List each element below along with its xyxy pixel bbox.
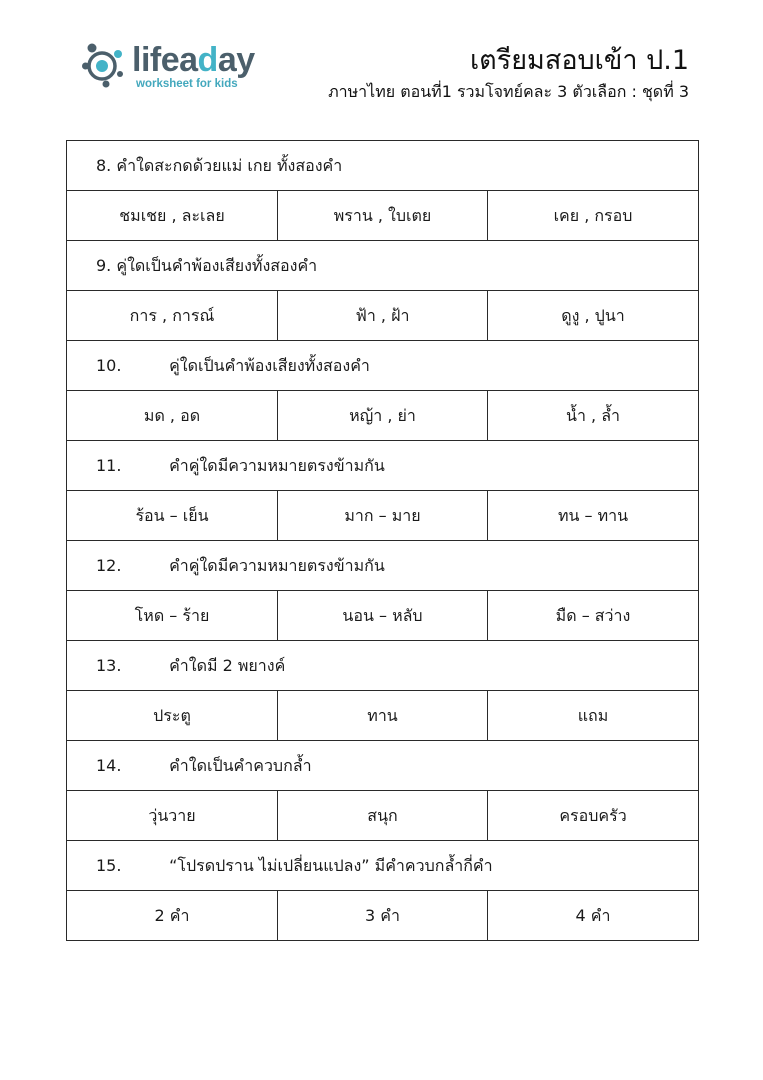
answer-choice[interactable]: มืด – สว่าง — [488, 591, 699, 641]
choices-row — [67, 691, 699, 741]
choices-row — [67, 591, 699, 641]
question-cell — [67, 741, 699, 791]
choices-row — [67, 291, 699, 341]
worksheet-subtitle: ภาษาไทย ตอนที่1 รวมโจทย์คละ 3 ตัวเลือก : ชุดที่ 3 — [328, 82, 689, 101]
lifeaday-logo — [82, 38, 282, 94]
answer-choice[interactable]: ร้อน – เย็น — [67, 491, 278, 541]
answer-choice[interactable]: ประตู — [67, 691, 278, 741]
answer-choice[interactable]: ชมเชย , ละเลย — [67, 191, 278, 241]
question-row — [67, 241, 699, 291]
question-row — [67, 141, 699, 191]
logo-tagline: worksheet for kids — [136, 78, 238, 90]
answer-choice[interactable]: มาก – มาย — [278, 491, 488, 541]
question-number: 9. — [96, 255, 112, 275]
answer-choice[interactable]: 2 คำ — [67, 891, 278, 941]
question-number: 11. — [96, 455, 122, 475]
question-text: คำใดมี 2 พยางค์ — [169, 655, 286, 675]
question-cell — [67, 441, 699, 491]
answer-choice[interactable]: มด , อด — [67, 391, 278, 441]
question-number: 15. — [96, 855, 122, 875]
question-cell — [67, 541, 699, 591]
answer-choice[interactable]: วุ่นวาย — [67, 791, 278, 841]
answer-choice[interactable]: 3 คำ — [278, 891, 488, 941]
answer-choice[interactable]: น้ำ , ล้ำ — [488, 391, 699, 441]
logo-word-main: lifea — [132, 41, 198, 79]
question-text: คำคู่ใดมีความหมายตรงข้ามกัน — [169, 455, 385, 475]
logo-wordmark — [132, 40, 255, 80]
answer-choice[interactable]: ครอบครัว — [488, 791, 699, 841]
answer-choice[interactable]: 4 คำ — [488, 891, 699, 941]
quiz-table-body — [67, 141, 699, 941]
choices-row — [67, 791, 699, 841]
worksheet-title: เตรียมสอบเข้า ป.1 — [469, 45, 689, 76]
answer-choice[interactable]: เคย , กรอบ — [488, 191, 699, 241]
question-number: 14. — [96, 755, 122, 775]
answer-choice[interactable]: แถม — [488, 691, 699, 741]
choices-row — [67, 491, 699, 541]
question-row — [67, 741, 699, 791]
question-text: คำใดสะกดด้วยแม่ เกย ทั้งสองคำ — [116, 155, 343, 175]
question-text: คู่ใดเป็นคำพ้องเสียงทั้งสองคำ — [116, 255, 318, 275]
question-row — [67, 441, 699, 491]
question-text: คู่ใดเป็นคำพ้องเสียงทั้งสองคำ — [169, 355, 370, 375]
question-row — [67, 341, 699, 391]
logo-word-accent: d — [197, 41, 218, 79]
question-number: 12. — [96, 555, 122, 575]
answer-choice[interactable]: ดูงู , ปูนา — [488, 291, 699, 341]
question-cell — [67, 341, 699, 391]
question-text: คำใดเป็นคำควบกล้ำ — [169, 755, 312, 775]
question-number: 10. — [96, 355, 122, 375]
choices-row — [67, 891, 699, 941]
question-cell — [67, 641, 699, 691]
logo-molecule-icon — [82, 40, 130, 88]
answer-choice[interactable]: หญ้า , ย่า — [278, 391, 488, 441]
question-number: 8. — [96, 155, 112, 175]
question-cell — [67, 141, 699, 191]
question-row — [67, 541, 699, 591]
answer-choice[interactable]: ทน – ทาน — [488, 491, 699, 541]
question-text: “โปรดปราน ไม่เปลี่ยนแปลง” มีคำควบกล้ำกี่คำ — [169, 855, 493, 875]
question-row — [67, 841, 699, 891]
question-cell — [67, 841, 699, 891]
question-text: คำคู่ใดมีความหมายตรงข้ามกัน — [169, 555, 385, 575]
choices-row — [67, 191, 699, 241]
answer-choice[interactable]: การ , การณ์ — [67, 291, 278, 341]
question-number: 13. — [96, 655, 122, 675]
answer-choice[interactable]: พราน , ใบเตย — [278, 191, 488, 241]
logo-word-tail: ay — [217, 41, 255, 79]
quiz-table — [66, 140, 699, 941]
answer-choice[interactable]: สนุก — [278, 791, 488, 841]
answer-choice[interactable]: ทาน — [278, 691, 488, 741]
choices-row — [67, 391, 699, 441]
question-row — [67, 641, 699, 691]
question-cell — [67, 241, 699, 291]
answer-choice[interactable]: ฟ้า , ฝ้า — [278, 291, 488, 341]
answer-choice[interactable]: นอน – หลับ — [278, 591, 488, 641]
answer-choice[interactable]: โหด – ร้าย — [67, 591, 278, 641]
